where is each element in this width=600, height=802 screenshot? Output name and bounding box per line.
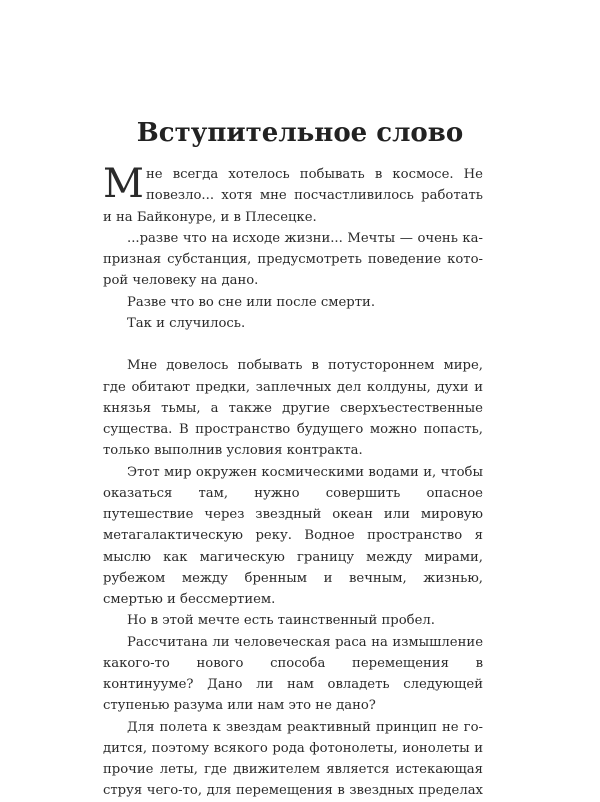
paragraph-3: Разве что во сне или после смерти. <box>127 294 376 310</box>
body-text <box>103 161 483 802</box>
paragraph-1-text: не всегда хотелось побывать в космосе. Не повезло... хотя мне посчастливилось работать и на Байконуре, и в Плесецке. <box>103 167 483 225</box>
paragraph-8: Рассчитана ли человеческая раса на измышление какого-то нового способа перемещения в континууме? Дано ли нам овладеть следующей ступенью разума или нам это не дано? <box>103 634 483 714</box>
paragraph-5: Мне довелось побывать в потустороннем мире, где обитают предки, заплечных дел колдуны, духи и князья тьмы, а также другие сверхъестественные существа. В пространство будущего можно попасть, только выполнив условия контракта. <box>103 358 483 459</box>
paragraph-6: Этот мир окружен космическими водами и, чтобы оказаться там, нужно совершить опасное путешествие через звездный океан или мировую метагалактическую реку. Водное пространство я мыслю как магическую границу между мирами, рубежом между бренным и вечным, жизнью, смертью и бессмертием. <box>103 464 483 607</box>
paragraph-2: ...разве что на исходе жизни... Мечты — очень капризная субстанция, предусмотреть поведение которой человеку на дано. <box>103 230 483 289</box>
paragraph-4: Так и случилось. <box>127 315 246 331</box>
paragraph-7: Но в этой мечте есть таинственный пробел. <box>127 613 435 629</box>
drop-cap: М <box>103 161 144 207</box>
page-title: Вступительное слово <box>136 118 464 148</box>
paragraph-9: Для полета к звездам реактивный принцип не годится, поэтому всякого рода фотонолеты, ионолеты и прочие леты, где движителем является истекающая струя чего-то, для перемещения в звездных пределах <box>103 719 483 799</box>
paragraph-1 <box>103 161 483 228</box>
